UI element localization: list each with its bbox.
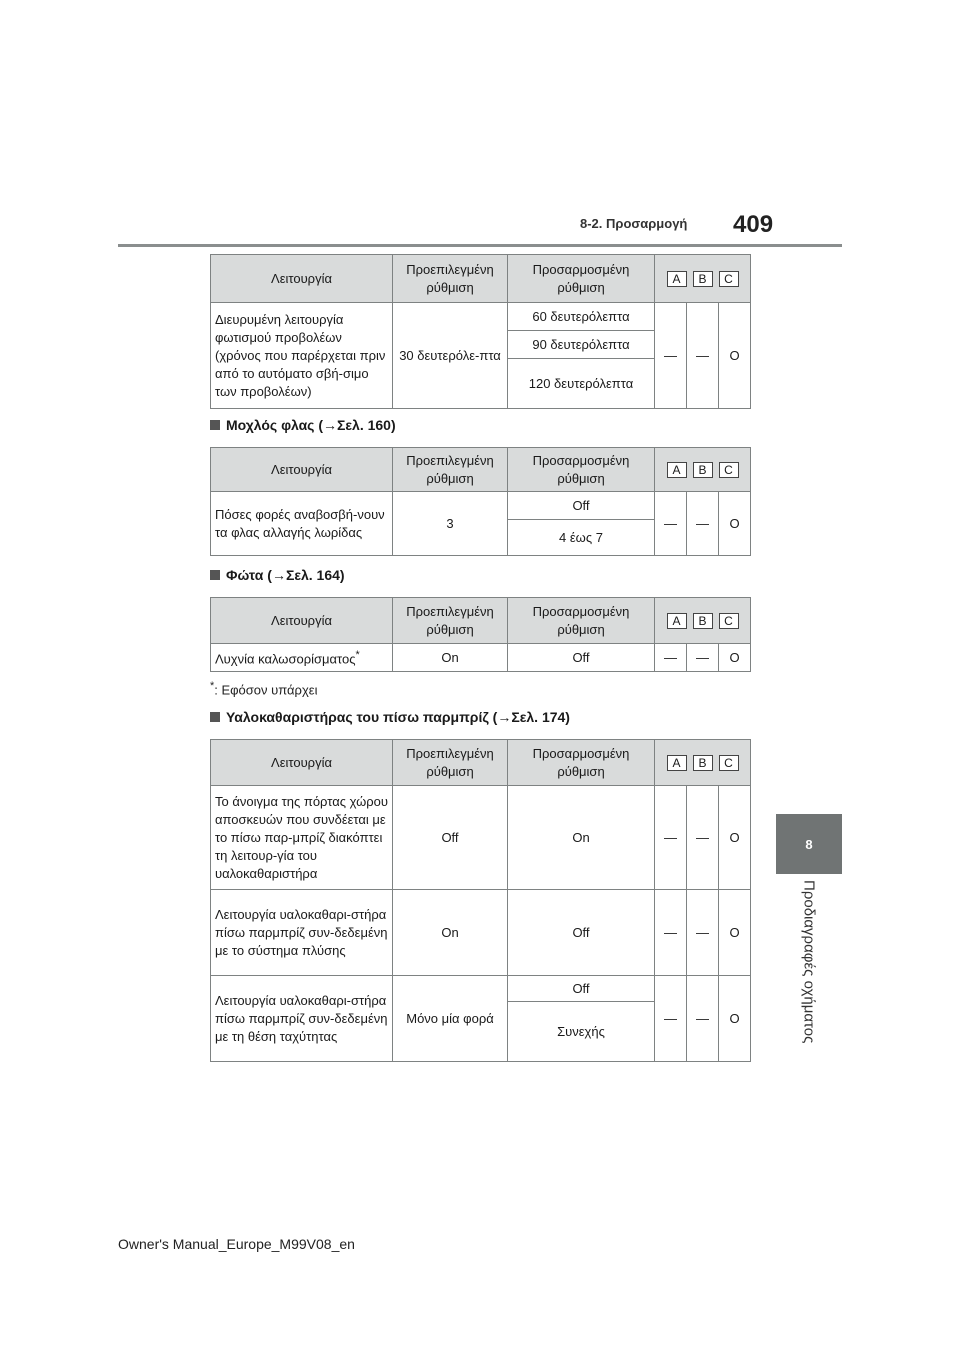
- c-cell: O: [719, 786, 751, 890]
- col-default: Προεπιλεγμένη ρύθμιση: [393, 740, 508, 786]
- col-custom: Προσαρμοσμένη ρύθμιση: [508, 740, 655, 786]
- custom-option: Συνεχής: [508, 1002, 655, 1062]
- function-text: Λυχνία καλωσορίσματος: [215, 651, 356, 667]
- footnote-marker: *: [210, 680, 215, 692]
- footnote-text: : Εφόσον υπάρχει: [214, 682, 318, 698]
- bullet-square-icon: [210, 570, 220, 580]
- col-function: Λειτουργία: [211, 255, 393, 303]
- section-title: Υαλοκαθαριστήρας του πίσω παρμπρίζ (→Σελ. 174): [226, 709, 570, 725]
- footnote: [210, 680, 317, 697]
- default-cell: 3: [393, 492, 508, 556]
- bullet-square-icon: [210, 712, 220, 722]
- function-cell: Λειτουργία υαλοκαθαρι-στήρα πίσω παρμπρίζ συν-δεδεμένη με τη θέση ταχύτητας: [211, 976, 393, 1062]
- default-cell: On: [393, 890, 508, 976]
- col-b: B: [693, 613, 713, 629]
- b-cell: —: [687, 786, 719, 890]
- custom-cell: Off: [508, 890, 655, 976]
- col-a: A: [667, 462, 687, 478]
- custom-option: Off: [508, 976, 655, 1002]
- col-custom: Προσαρμοσμένη ρύθμιση: [508, 448, 655, 492]
- a-cell: —: [655, 976, 687, 1062]
- b-cell: —: [687, 976, 719, 1062]
- footer-manual-id: Owner's Manual_Europe_M99V08_en: [118, 1236, 355, 1252]
- custom-option: Off: [508, 492, 655, 520]
- section-title: Μοχλός φλας (→Σελ. 160): [226, 417, 396, 433]
- custom-cell: On: [508, 786, 655, 890]
- function-cell: Πόσες φορές αναβοσβή-νουν τα φλας αλλαγής λωρίδας: [211, 492, 393, 556]
- col-a: A: [667, 613, 687, 629]
- a-cell: —: [655, 492, 687, 556]
- custom-option: 90 δευτερόλεπτα: [508, 331, 655, 359]
- custom-option: 60 δευτερόλεπτα: [508, 303, 655, 331]
- a-cell: —: [655, 890, 687, 976]
- col-abc: [655, 598, 751, 644]
- default-cell: Μόνο μία φορά: [393, 976, 508, 1062]
- col-default: Προεπιλεγμένη ρύθμιση: [393, 448, 508, 492]
- function-cell: [211, 644, 393, 672]
- col-function: Λειτουργία: [211, 740, 393, 786]
- c-cell: O: [719, 890, 751, 976]
- page-number: 409: [733, 211, 774, 238]
- default-cell: Off: [393, 786, 508, 890]
- a-cell: —: [655, 786, 687, 890]
- function-cell: Το άνοιγμα της πόρτας χώρου αποσκευών που συνδέεται με το πίσω παρ-μπρίζ διακόπτει τη λειτουρ-γία του υαλοκαθαριστήρα: [211, 786, 393, 890]
- c-cell: O: [719, 976, 751, 1062]
- col-c: C: [719, 462, 739, 478]
- col-custom: Προσαρμοσμένη ρύθμιση: [508, 255, 655, 303]
- col-function: Λειτουργία: [211, 448, 393, 492]
- footnote-marker: *: [355, 649, 360, 662]
- section-lights: [210, 567, 345, 583]
- function-cell: Λειτουργία υαλοκαθαρι-στήρα πίσω παρμπρίζ συν-δεδεμένη με το σύστημα πλύσης: [211, 890, 393, 976]
- col-a: A: [667, 271, 687, 287]
- function-cell: Διευρυμένη λειτουργία φωτισμού προβολέων (χρόνος που παρέρχεται πριν από το αυτόματο σβή-σιμο των προβολέων): [211, 303, 393, 409]
- c-cell: O: [719, 492, 751, 556]
- col-custom: Προσαρμοσμένη ρύθμιση: [508, 598, 655, 644]
- settings-table-lights: [210, 597, 751, 672]
- section-flash: [210, 417, 396, 433]
- col-abc: [655, 255, 751, 303]
- settings-table-headlights: [210, 254, 751, 409]
- custom-cell: Off: [508, 644, 655, 672]
- b-cell: —: [687, 303, 719, 409]
- header-divider: [118, 244, 842, 247]
- custom-option: 120 δευτερόλεπτα: [508, 359, 655, 409]
- col-default: Προεπιλεγμένη ρύθμιση: [393, 255, 508, 303]
- b-cell: —: [687, 644, 719, 672]
- section-header: 8-2. Προσαρμογή: [580, 216, 688, 231]
- col-b: B: [693, 462, 713, 478]
- col-c: C: [719, 271, 739, 287]
- col-abc: [655, 740, 751, 786]
- section-title: Φώτα (→Σελ. 164): [226, 567, 345, 583]
- chapter-tab: 8: [776, 814, 842, 874]
- bullet-square-icon: [210, 420, 220, 430]
- default-cell: On: [393, 644, 508, 672]
- c-cell: O: [719, 644, 751, 672]
- a-cell: —: [655, 303, 687, 409]
- b-cell: —: [687, 492, 719, 556]
- col-abc: [655, 448, 751, 492]
- a-cell: —: [655, 644, 687, 672]
- settings-table-flash: [210, 447, 751, 556]
- col-function: Λειτουργία: [211, 598, 393, 644]
- settings-table-rear-wiper: [210, 739, 751, 1062]
- chapter-title: Προδιαγραφές οχήματος: [800, 880, 818, 1044]
- col-default: Προεπιλεγμένη ρύθμιση: [393, 598, 508, 644]
- default-cell: 30 δευτερόλε-πτα: [393, 303, 508, 409]
- section-rear-wiper: [210, 709, 570, 725]
- b-cell: —: [687, 890, 719, 976]
- col-c: C: [719, 755, 739, 771]
- c-cell: O: [719, 303, 751, 409]
- custom-option: 4 έως 7: [508, 520, 655, 556]
- col-b: B: [693, 271, 713, 287]
- col-b: B: [693, 755, 713, 771]
- col-a: A: [667, 755, 687, 771]
- col-c: C: [719, 613, 739, 629]
